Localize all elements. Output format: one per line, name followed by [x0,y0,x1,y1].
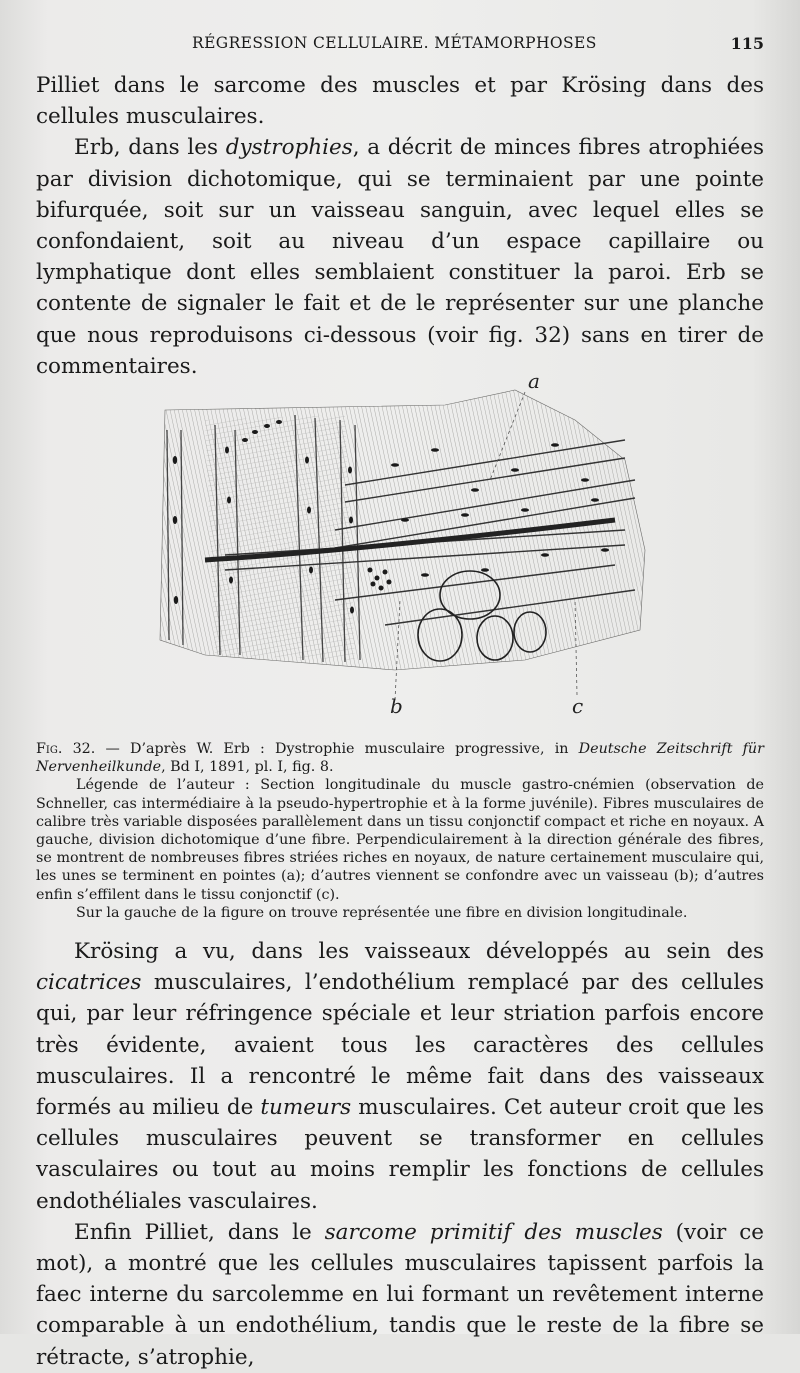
paragraph-4-text-b: (voir ce mot), a montré que les cellules musculaires tapissent parfois la faec interne du sarcolemme en lui formant un revêtement interne comparable à un endothélium, tandis que le reste de la fibre se rétracte, s’atrophie, [36,1219,764,1370]
figure-number: Fig. 32. [36,741,96,757]
label-b: b [390,694,403,718]
paragraph-2-text-b: , a décrit de minces fibres atrophiées par division dichotomique, qui se terminaient par une pointe bifurquée, soit sur un vaisseau sanguin, avec lequel elles se confondaient, soit au niveau d’un espace capillaire ou lymphatique dont elles semblaient constituer la paroi. Erb se contente de signaler le fait et de le représenter sur une planche que nous reproduisons ci-dessous (voir fig. 32) sans en tirer de commentaires. [36,135,764,379]
figure-32-illustration [145,370,655,720]
paragraph-1: Pilliet dans le sarcome des muscles et par Krösing dans des cellules musculaires. [36,73,764,130]
paragraph-3-text-b: musculaires, l’endothélium remplacé par des cellules qui, par leur réfringence spéciale et leur striation parfois encore très évidente, avaient tous les caractères des cellules musculaires. Il a rencontré le même fait dans des vaisseaux formés au milieu de [36,970,764,1121]
histology-engraving [145,370,655,720]
paragraph-3-emphasis-2: tumeurs [260,1095,352,1121]
paragraph-3-text-c: musculaires. Cet auteur croit que les cellules musculaires peuvent se transformer en cellules vasculaires ou tout au moins remplir les fonctions de cellules endothéliales vasculaires. [36,1095,764,1214]
body-text-bottom [36,936,764,1373]
paragraph-2-emphasis: dystrophies [225,135,353,161]
running-title: RÉGRESSION CELLULAIRE. MÉTAMORPHOSES [192,34,597,52]
paragraph-4 [36,1217,764,1373]
paragraph-4-text-a: Enfin Pilliet, dans le [74,1219,325,1245]
paragraph-4-emphasis: sarcome primitif des muscles [324,1219,663,1245]
figure-caption [36,740,764,922]
caption-text-a: — D’après W. Erb : Dystrophie musculaire progressive, in [95,741,579,757]
paragraph-3-emphasis-1: cicatrices [36,970,142,996]
paragraph-3-text-a: Krösing a vu, dans les vaisseaux développés au sein des [74,939,764,964]
page-header [0,34,800,56]
paragraph-3 [36,936,764,1217]
body-text-top [36,70,764,382]
label-a: a [528,370,540,393]
caption-legend: Légende de l’auteur : Section longitudinale du muscle gastro-cnémien (observation de Schneller, cas intermédiaire à la pseudo-hypertrophie et à la forme juvénile). Fibres musculaires de calibre très variable disposées parallèlement dans un tissu conjonctif compact et riche en noyaux. A gauche, division dichotomique d’une fibre. Perpendiculairement à la direction générale des fibres, se montrent de nombreuses fibres striées riches en noyaux, de nature certainement musculaire qui, les unes se terminent en pointes (a); d’autres viennent se confondre avec un vaisseau (b); d’autres enfin s’effilent dans le tissu conjonctif (c). [36,777,764,903]
paragraph-2 [36,132,764,382]
label-c: c [572,694,584,718]
paragraph-2-text-a: Erb, dans les [74,135,226,161]
caption-text-b: , Bd I, 1891, pl. I, fig. 8. [161,759,334,776]
page-number: 115 [730,34,764,53]
caption-journal: Deutsche Zeitschrift für Nervenheilkunde [36,741,764,776]
caption-line [36,740,764,776]
caption-note: Sur la gauche de la figure on trouve représentée une fibre en division longitudinale. [76,904,688,921]
